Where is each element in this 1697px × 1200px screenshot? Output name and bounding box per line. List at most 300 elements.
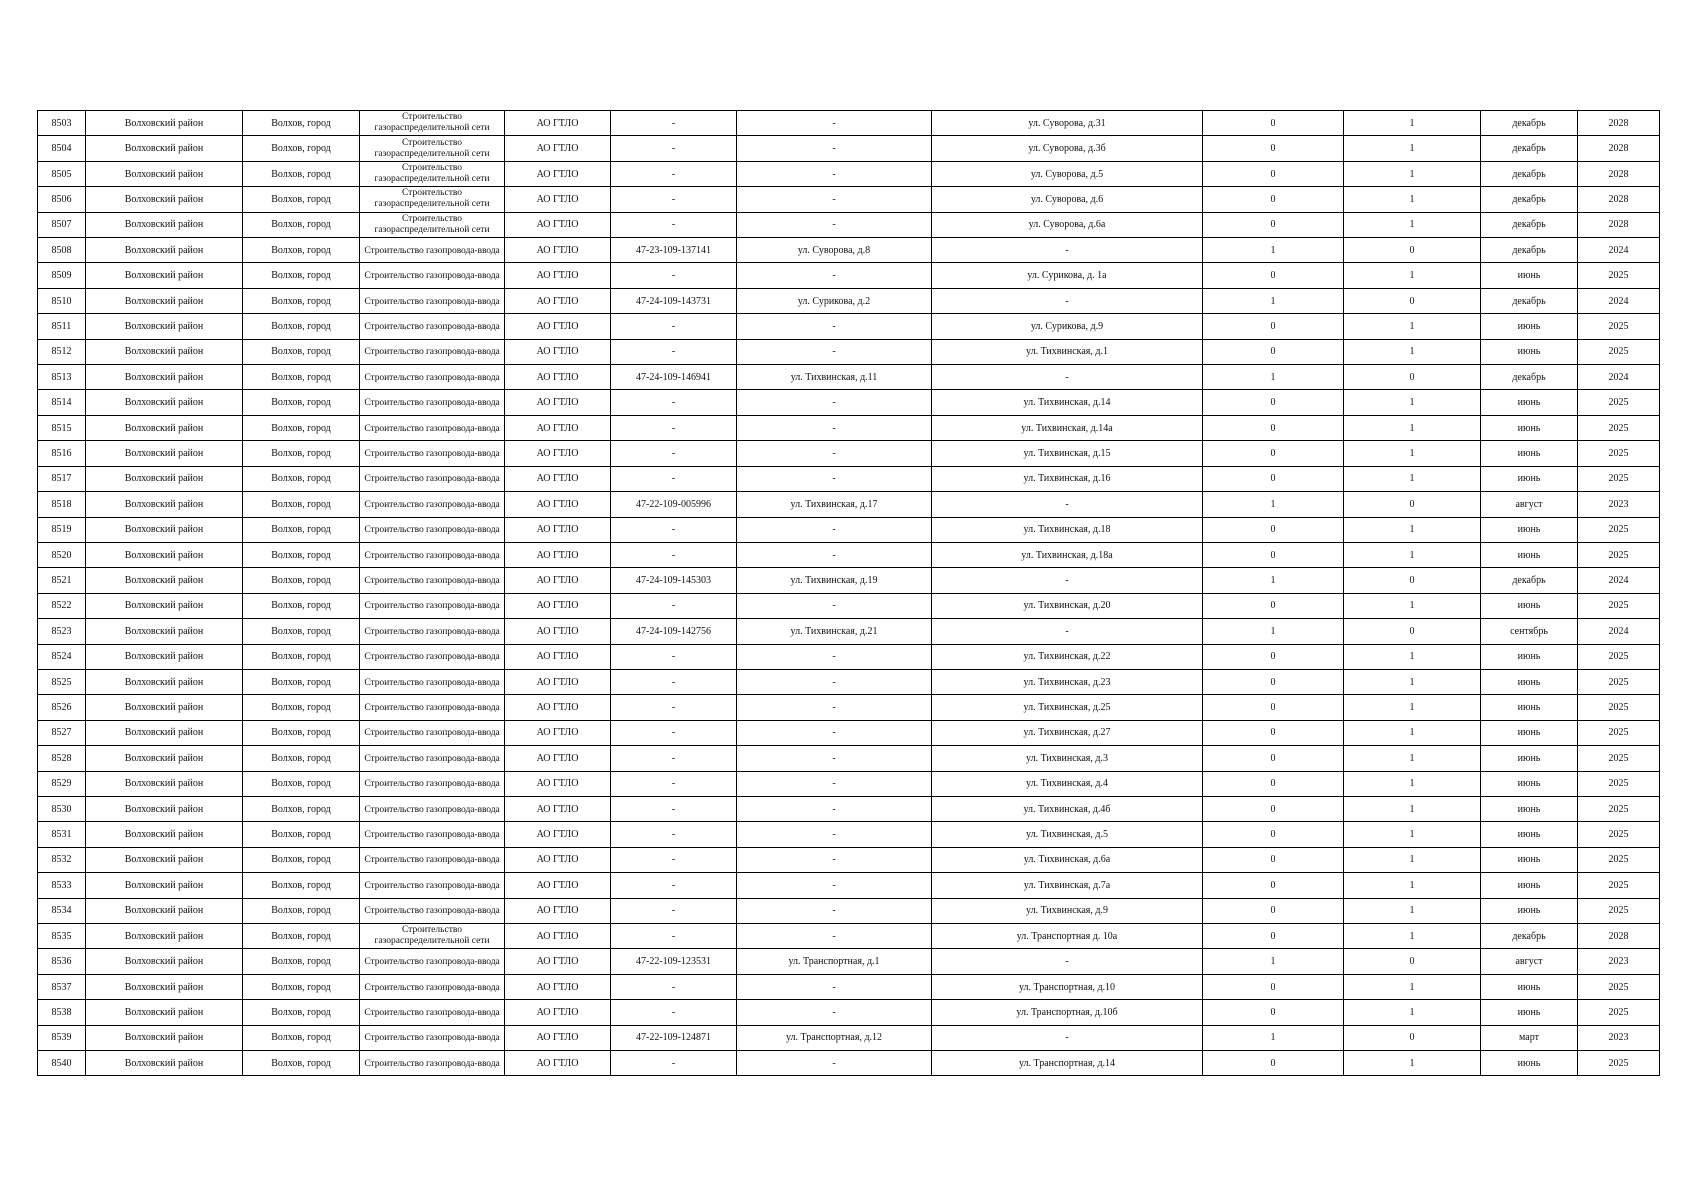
month-cell: июнь [1481,415,1578,440]
locality-cell: Волхов, город [243,644,360,669]
contract-address-cell: - [737,822,932,847]
row-number-cell: 8528 [38,746,86,771]
planned-address-cell: - [932,238,1203,263]
count-b-cell: 1 [1344,1000,1481,1025]
month-cell: июнь [1481,746,1578,771]
district-cell: Волховский район [86,314,243,339]
district-cell: Волховский район [86,644,243,669]
planned-address-cell: - [932,492,1203,517]
year-cell: 2025 [1578,314,1660,339]
district-cell: Волховский район [86,974,243,999]
contract-number-cell: - [611,187,737,212]
count-b-cell: 0 [1344,949,1481,974]
table-row [38,822,1660,847]
locality-cell: Волхов, город [243,898,360,923]
contract-address-cell: - [737,720,932,745]
count-b-cell: 1 [1344,339,1481,364]
locality-cell: Волхов, город [243,746,360,771]
contract-address-cell: - [737,644,932,669]
planned-address-cell: ул. Тихвинская, д.6а [932,847,1203,872]
month-cell: июнь [1481,771,1578,796]
contract-address-cell: - [737,974,932,999]
row-number-cell: 8530 [38,796,86,821]
locality-cell: Волхов, город [243,593,360,618]
organization-cell: АО ГТЛО [505,847,611,872]
work-type-cell: Строительство газопровода-ввода [360,568,505,593]
work-type-cell: Строительство газопровода-ввода [360,746,505,771]
month-cell: июнь [1481,263,1578,288]
contract-number-cell: 47-22-109-123531 [611,949,737,974]
month-cell: июнь [1481,1051,1578,1076]
year-cell: 2024 [1578,568,1660,593]
count-b-cell: 1 [1344,720,1481,745]
contract-address-cell: - [737,796,932,821]
table-row [38,288,1660,313]
work-type-cell: Строительство газопровода-ввода [360,441,505,466]
row-number-cell: 8515 [38,415,86,440]
count-a-cell: 0 [1203,415,1344,440]
month-cell: декабрь [1481,187,1578,212]
count-b-cell: 1 [1344,111,1481,136]
year-cell: 2028 [1578,212,1660,237]
month-cell: сентябрь [1481,619,1578,644]
locality-cell: Волхов, город [243,517,360,542]
count-b-cell: 1 [1344,314,1481,339]
district-cell: Волховский район [86,542,243,567]
year-cell: 2025 [1578,441,1660,466]
month-cell: декабрь [1481,288,1578,313]
year-cell: 2024 [1578,288,1660,313]
district-cell: Волховский район [86,949,243,974]
district-cell: Волховский район [86,263,243,288]
work-type-cell: Строительство газопровода-ввода [360,492,505,517]
locality-cell: Волхов, город [243,161,360,186]
contract-number-cell: - [611,542,737,567]
locality-cell: Волхов, город [243,390,360,415]
count-a-cell: 0 [1203,136,1344,161]
planned-address-cell: ул. Тихвинская, д.4б [932,796,1203,821]
planned-address-cell: ул. Тихвинская, д.9 [932,898,1203,923]
month-cell: июнь [1481,339,1578,364]
contract-address-cell: - [737,873,932,898]
row-number-cell: 8509 [38,263,86,288]
row-number-cell: 8527 [38,720,86,745]
year-cell: 2023 [1578,1025,1660,1050]
contract-address-cell: - [737,898,932,923]
contract-number-cell: - [611,466,737,491]
locality-cell: Волхов, город [243,1051,360,1076]
year-cell: 2025 [1578,542,1660,567]
contract-number-cell: - [611,593,737,618]
count-a-cell: 0 [1203,187,1344,212]
organization-cell: АО ГТЛО [505,669,611,694]
contract-address-cell: - [737,1000,932,1025]
contract-number-cell: 47-22-109-124871 [611,1025,737,1050]
planned-address-cell: ул. Суворова, д.5 [932,161,1203,186]
row-number-cell: 8540 [38,1051,86,1076]
locality-cell: Волхов, город [243,492,360,517]
contract-number-cell: - [611,720,737,745]
planned-address-cell: ул. Суворова, д.6 [932,187,1203,212]
count-a-cell: 0 [1203,822,1344,847]
count-a-cell: 0 [1203,111,1344,136]
contract-address-cell: - [737,746,932,771]
count-a-cell: 0 [1203,644,1344,669]
work-type-cell: Строительство газораспределительной сети [360,136,505,161]
planned-address-cell: ул. Суворова, д.3б [932,136,1203,161]
count-a-cell: 0 [1203,720,1344,745]
contract-number-cell: - [611,415,737,440]
locality-cell: Волхов, город [243,1000,360,1025]
organization-cell: АО ГТЛО [505,238,611,263]
year-cell: 2025 [1578,390,1660,415]
year-cell: 2025 [1578,771,1660,796]
district-cell: Волховский район [86,212,243,237]
month-cell: июнь [1481,720,1578,745]
table-row [38,441,1660,466]
contract-number-cell: - [611,136,737,161]
count-b-cell: 1 [1344,771,1481,796]
district-cell: Волховский район [86,1025,243,1050]
count-a-cell: 1 [1203,492,1344,517]
count-a-cell: 0 [1203,974,1344,999]
row-number-cell: 8517 [38,466,86,491]
year-cell: 2025 [1578,593,1660,618]
year-cell: 2025 [1578,746,1660,771]
work-type-cell: Строительство газопровода-ввода [360,517,505,542]
contract-address-cell: - [737,390,932,415]
count-b-cell: 1 [1344,187,1481,212]
table-row [38,568,1660,593]
organization-cell: АО ГТЛО [505,365,611,390]
district-cell: Волховский район [86,898,243,923]
row-number-cell: 8513 [38,365,86,390]
month-cell: июнь [1481,466,1578,491]
planned-address-cell: ул. Тихвинская, д.25 [932,695,1203,720]
year-cell: 2025 [1578,263,1660,288]
row-number-cell: 8529 [38,771,86,796]
count-b-cell: 1 [1344,415,1481,440]
row-number-cell: 8534 [38,898,86,923]
month-cell: июнь [1481,644,1578,669]
count-b-cell: 1 [1344,390,1481,415]
planned-address-cell: ул. Тихвинская, д.16 [932,466,1203,491]
table-row [38,238,1660,263]
count-a-cell: 0 [1203,390,1344,415]
work-type-cell: Строительство газопровода-ввода [360,365,505,390]
contract-address-cell: - [737,339,932,364]
locality-cell: Волхов, город [243,263,360,288]
contract-address-cell: - [737,847,932,872]
work-type-cell: Строительство газораспределительной сети [360,161,505,186]
organization-cell: АО ГТЛО [505,746,611,771]
organization-cell: АО ГТЛО [505,822,611,847]
planned-address-cell: - [932,619,1203,644]
planned-address-cell: ул. Сурикова, д. 1а [932,263,1203,288]
table-row [38,796,1660,821]
contract-number-cell: - [611,669,737,694]
year-cell: 2028 [1578,161,1660,186]
organization-cell: АО ГТЛО [505,949,611,974]
count-a-cell: 1 [1203,1025,1344,1050]
count-a-cell: 0 [1203,847,1344,872]
month-cell: июнь [1481,796,1578,821]
locality-cell: Волхов, город [243,822,360,847]
work-type-cell: Строительство газопровода-ввода [360,822,505,847]
contract-address-cell: - [737,593,932,618]
row-number-cell: 8520 [38,542,86,567]
count-b-cell: 1 [1344,1051,1481,1076]
month-cell: июнь [1481,517,1578,542]
organization-cell: АО ГТЛО [505,974,611,999]
organization-cell: АО ГТЛО [505,542,611,567]
year-cell: 2025 [1578,873,1660,898]
year-cell: 2025 [1578,1000,1660,1025]
row-number-cell: 8539 [38,1025,86,1050]
row-number-cell: 8522 [38,593,86,618]
count-b-cell: 0 [1344,365,1481,390]
district-cell: Волховский район [86,441,243,466]
contract-address-cell: - [737,924,932,949]
row-number-cell: 8532 [38,847,86,872]
contract-number-cell: - [611,771,737,796]
planned-address-cell: - [932,1025,1203,1050]
district-cell: Волховский район [86,390,243,415]
work-type-cell: Строительство газораспределительной сети [360,924,505,949]
count-a-cell: 0 [1203,263,1344,288]
locality-cell: Волхов, город [243,847,360,872]
table-row [38,136,1660,161]
work-type-cell: Строительство газопровода-ввода [360,974,505,999]
contract-address-cell: ул. Транспортная, д.1 [737,949,932,974]
contract-number-cell: - [611,1000,737,1025]
year-cell: 2023 [1578,492,1660,517]
planned-address-cell: - [932,365,1203,390]
table-row [38,365,1660,390]
organization-cell: АО ГТЛО [505,212,611,237]
count-a-cell: 0 [1203,161,1344,186]
contract-address-cell: - [737,187,932,212]
count-b-cell: 1 [1344,796,1481,821]
organization-cell: АО ГТЛО [505,415,611,440]
organization-cell: АО ГТЛО [505,873,611,898]
count-b-cell: 0 [1344,238,1481,263]
table-row [38,873,1660,898]
contract-number-cell: 47-24-109-146941 [611,365,737,390]
count-a-cell: 0 [1203,695,1344,720]
contract-address-cell: - [737,466,932,491]
district-cell: Волховский район [86,517,243,542]
month-cell: июнь [1481,898,1578,923]
district-cell: Волховский район [86,288,243,313]
count-a-cell: 0 [1203,796,1344,821]
row-number-cell: 8525 [38,669,86,694]
organization-cell: АО ГТЛО [505,161,611,186]
work-type-cell: Строительство газораспределительной сети [360,187,505,212]
month-cell: июнь [1481,974,1578,999]
table-row [38,720,1660,745]
count-b-cell: 1 [1344,517,1481,542]
locality-cell: Волхов, город [243,796,360,821]
year-cell: 2025 [1578,847,1660,872]
district-cell: Волховский район [86,365,243,390]
organization-cell: АО ГТЛО [505,339,611,364]
count-b-cell: 1 [1344,466,1481,491]
year-cell: 2024 [1578,619,1660,644]
count-a-cell: 0 [1203,314,1344,339]
month-cell: июнь [1481,390,1578,415]
year-cell: 2025 [1578,898,1660,923]
organization-cell: АО ГТЛО [505,771,611,796]
locality-cell: Волхов, город [243,441,360,466]
year-cell: 2025 [1578,339,1660,364]
organization-cell: АО ГТЛО [505,263,611,288]
organization-cell: АО ГТЛО [505,924,611,949]
year-cell: 2024 [1578,238,1660,263]
locality-cell: Волхов, город [243,365,360,390]
planned-address-cell: ул. Сурикова, д.9 [932,314,1203,339]
month-cell: июнь [1481,873,1578,898]
count-a-cell: 0 [1203,1051,1344,1076]
contract-number-cell: - [611,111,737,136]
table-row [38,746,1660,771]
organization-cell: АО ГТЛО [505,136,611,161]
organization-cell: АО ГТЛО [505,288,611,313]
count-a-cell: 0 [1203,339,1344,364]
locality-cell: Волхов, город [243,136,360,161]
organization-cell: АО ГТЛО [505,898,611,923]
locality-cell: Волхов, город [243,669,360,694]
row-number-cell: 8510 [38,288,86,313]
district-cell: Волховский район [86,187,243,212]
contract-address-cell: ул. Транспортная, д.12 [737,1025,932,1050]
district-cell: Волховский район [86,720,243,745]
planned-address-cell: ул. Суворова, д.31 [932,111,1203,136]
table-row [38,771,1660,796]
work-type-cell: Строительство газопровода-ввода [360,619,505,644]
count-b-cell: 1 [1344,161,1481,186]
planned-address-cell: ул. Тихвинская, д.23 [932,669,1203,694]
table-row [38,339,1660,364]
row-number-cell: 8526 [38,695,86,720]
year-cell: 2028 [1578,924,1660,949]
year-cell: 2025 [1578,796,1660,821]
district-cell: Волховский район [86,746,243,771]
month-cell: июнь [1481,822,1578,847]
district-cell: Волховский район [86,796,243,821]
planned-address-cell: ул. Тихвинская, д.20 [932,593,1203,618]
table-row [38,847,1660,872]
work-type-cell: Строительство газопровода-ввода [360,314,505,339]
work-type-cell: Строительство газопровода-ввода [360,796,505,821]
month-cell: декабрь [1481,924,1578,949]
planned-address-cell: ул. Тихвинская, д.5 [932,822,1203,847]
district-cell: Волховский район [86,822,243,847]
count-a-cell: 1 [1203,619,1344,644]
contract-address-cell: - [737,669,932,694]
planned-address-cell: ул. Транспортная д. 10а [932,924,1203,949]
table-row [38,1025,1660,1050]
table-row [38,924,1660,949]
year-cell: 2025 [1578,974,1660,999]
work-type-cell: Строительство газопровода-ввода [360,898,505,923]
contract-address-cell: - [737,263,932,288]
work-type-cell: Строительство газопровода-ввода [360,1051,505,1076]
count-a-cell: 0 [1203,771,1344,796]
planned-address-cell: ул. Тихвинская, д.22 [932,644,1203,669]
locality-cell: Волхов, город [243,466,360,491]
locality-cell: Волхов, город [243,111,360,136]
year-cell: 2023 [1578,949,1660,974]
work-type-cell: Строительство газопровода-ввода [360,949,505,974]
district-cell: Волховский район [86,238,243,263]
table-row [38,466,1660,491]
count-b-cell: 0 [1344,1025,1481,1050]
work-type-cell: Строительство газопровода-ввода [360,288,505,313]
planned-address-cell: ул. Транспортная, д.10б [932,1000,1203,1025]
row-number-cell: 8516 [38,441,86,466]
table-row [38,1051,1660,1076]
count-a-cell: 1 [1203,568,1344,593]
locality-cell: Волхов, город [243,974,360,999]
month-cell: декабрь [1481,136,1578,161]
table-row [38,187,1660,212]
district-cell: Волховский район [86,873,243,898]
count-b-cell: 1 [1344,136,1481,161]
locality-cell: Волхов, город [243,542,360,567]
work-type-cell: Строительство газопровода-ввода [360,390,505,415]
table-row [38,161,1660,186]
planned-address-cell: ул. Тихвинская, д.15 [932,441,1203,466]
work-type-cell: Строительство газораспределительной сети [360,111,505,136]
contract-number-cell: 47-24-109-145303 [611,568,737,593]
row-number-cell: 8531 [38,822,86,847]
month-cell: июнь [1481,314,1578,339]
contract-address-cell: ул. Суворова, д.8 [737,238,932,263]
district-cell: Волховский район [86,339,243,364]
contract-number-cell: - [611,517,737,542]
year-cell: 2025 [1578,822,1660,847]
table-body [38,111,1660,1076]
row-number-cell: 8537 [38,974,86,999]
row-number-cell: 8518 [38,492,86,517]
table-row [38,542,1660,567]
contract-number-cell: - [611,161,737,186]
table-row [38,669,1660,694]
year-cell: 2025 [1578,1051,1660,1076]
count-b-cell: 1 [1344,873,1481,898]
year-cell: 2028 [1578,187,1660,212]
month-cell: декабрь [1481,161,1578,186]
district-cell: Волховский район [86,136,243,161]
organization-cell: АО ГТЛО [505,517,611,542]
table-row [38,644,1660,669]
contract-address-cell: - [737,441,932,466]
locality-cell: Волхов, город [243,288,360,313]
planned-address-cell: ул. Тихвинская, д.18а [932,542,1203,567]
count-b-cell: 1 [1344,542,1481,567]
contract-number-cell: - [611,695,737,720]
contract-number-cell: - [611,873,737,898]
locality-cell: Волхов, город [243,238,360,263]
row-number-cell: 8508 [38,238,86,263]
table-row [38,492,1660,517]
month-cell: июнь [1481,542,1578,567]
locality-cell: Волхов, город [243,873,360,898]
contract-number-cell: - [611,441,737,466]
count-b-cell: 1 [1344,847,1481,872]
planned-address-cell: ул. Транспортная, д.10 [932,974,1203,999]
